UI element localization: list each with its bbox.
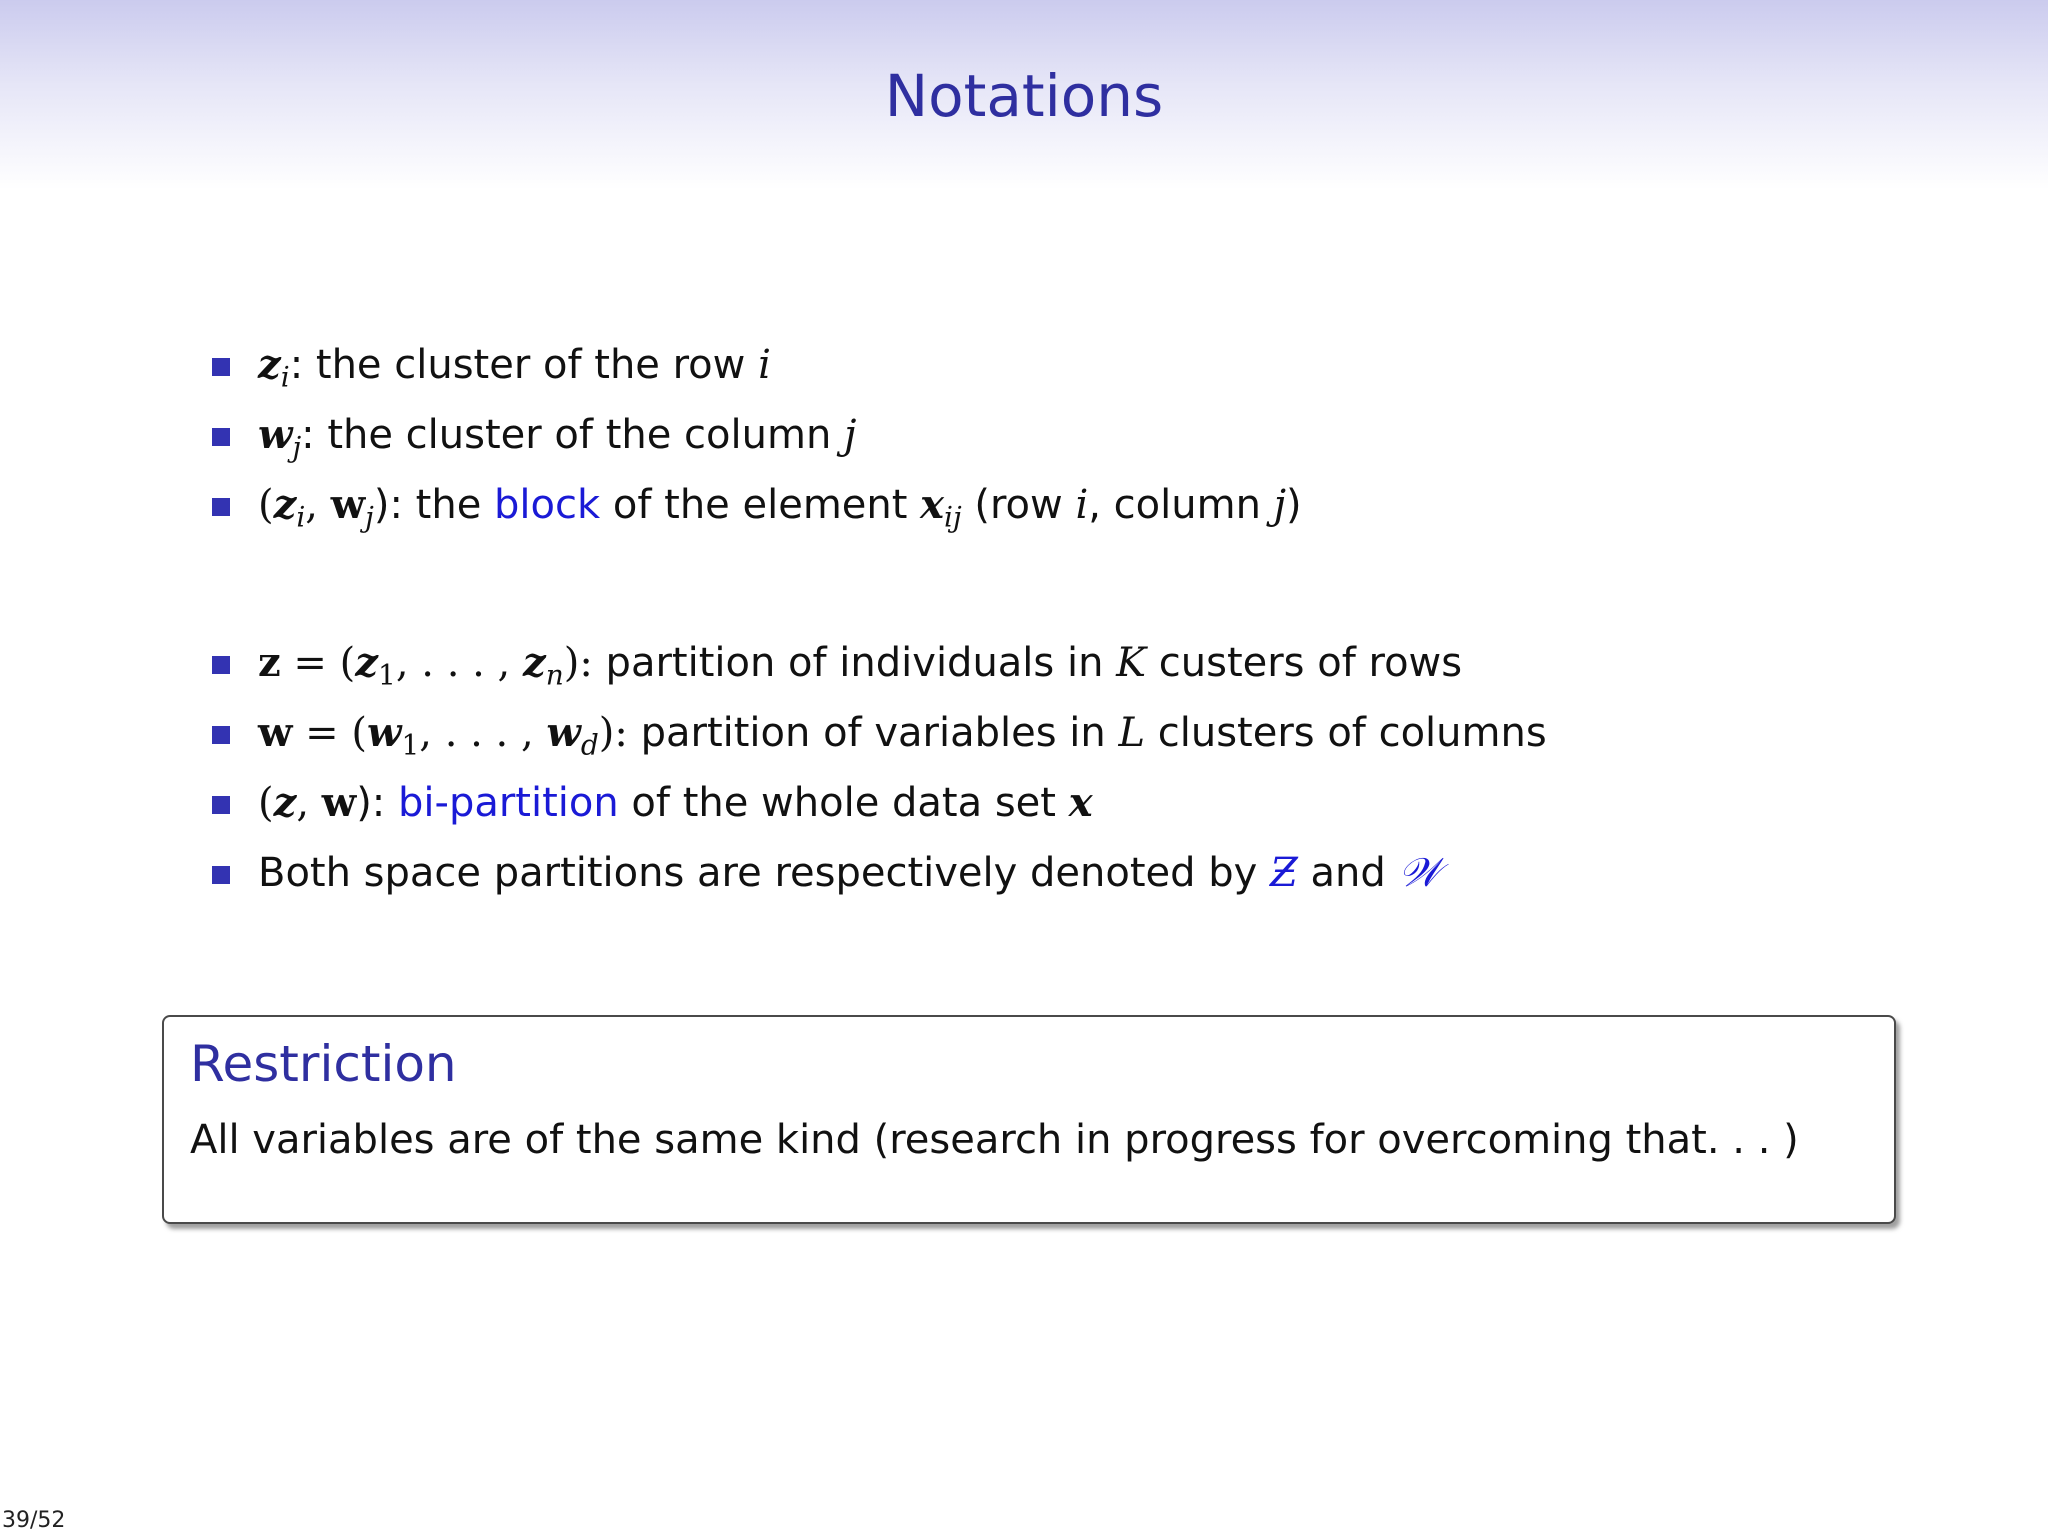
bullet-item-z-partition: $z = (z_1$, . . . , $z_n$): partition of individuals in K custers of rows [212,628,1547,698]
bullet-item-block: ($z_i$, $w_j$): the block of the element $x_{ij}$ (row i, column j) [212,470,1302,540]
bullet-item-space-partitions: Both space partitions are respectively denoted by Ƶ and 𝒲 [212,838,1547,908]
restriction-box [162,1015,1896,1224]
bullet-square-icon [212,796,230,814]
bullet-square-icon [212,358,230,376]
block-highlight: block [494,482,601,528]
bullet-item-wj: $w_j$: the cluster of the column j [212,400,1302,470]
bullet-item-w-partition: $w = (w_1$, . . . , $w_d$): partition of variables in L clusters of columns [212,698,1547,768]
header-band [0,0,2048,190]
calligraphic-z-symbol: Ƶ [1270,850,1298,896]
bullet-square-icon [212,726,230,744]
bullet-square-icon [212,866,230,884]
bullet-square-icon [212,656,230,674]
slide-title: Notations [884,62,1164,130]
page-number: 39/52 [2,1508,66,1533]
restriction-box-title: Restriction [190,1035,457,1093]
notation-list-top [212,330,1302,540]
calligraphic-w-symbol: 𝒲 [1398,850,1441,896]
bullet-item-bipartition: (z, w): bi-partition of the whole data set x [212,768,1547,838]
bullet-item-zi: $z_i$: the cluster of the row i [212,330,1302,400]
bullet-square-icon [212,428,230,446]
bipartition-highlight: bi-partition [398,780,619,826]
restriction-box-body: All variables are of the same kind (research in progress for overcoming that. . . ) [190,1117,1799,1163]
notation-list-bottom [212,628,1547,908]
bullet-square-icon [212,498,230,516]
